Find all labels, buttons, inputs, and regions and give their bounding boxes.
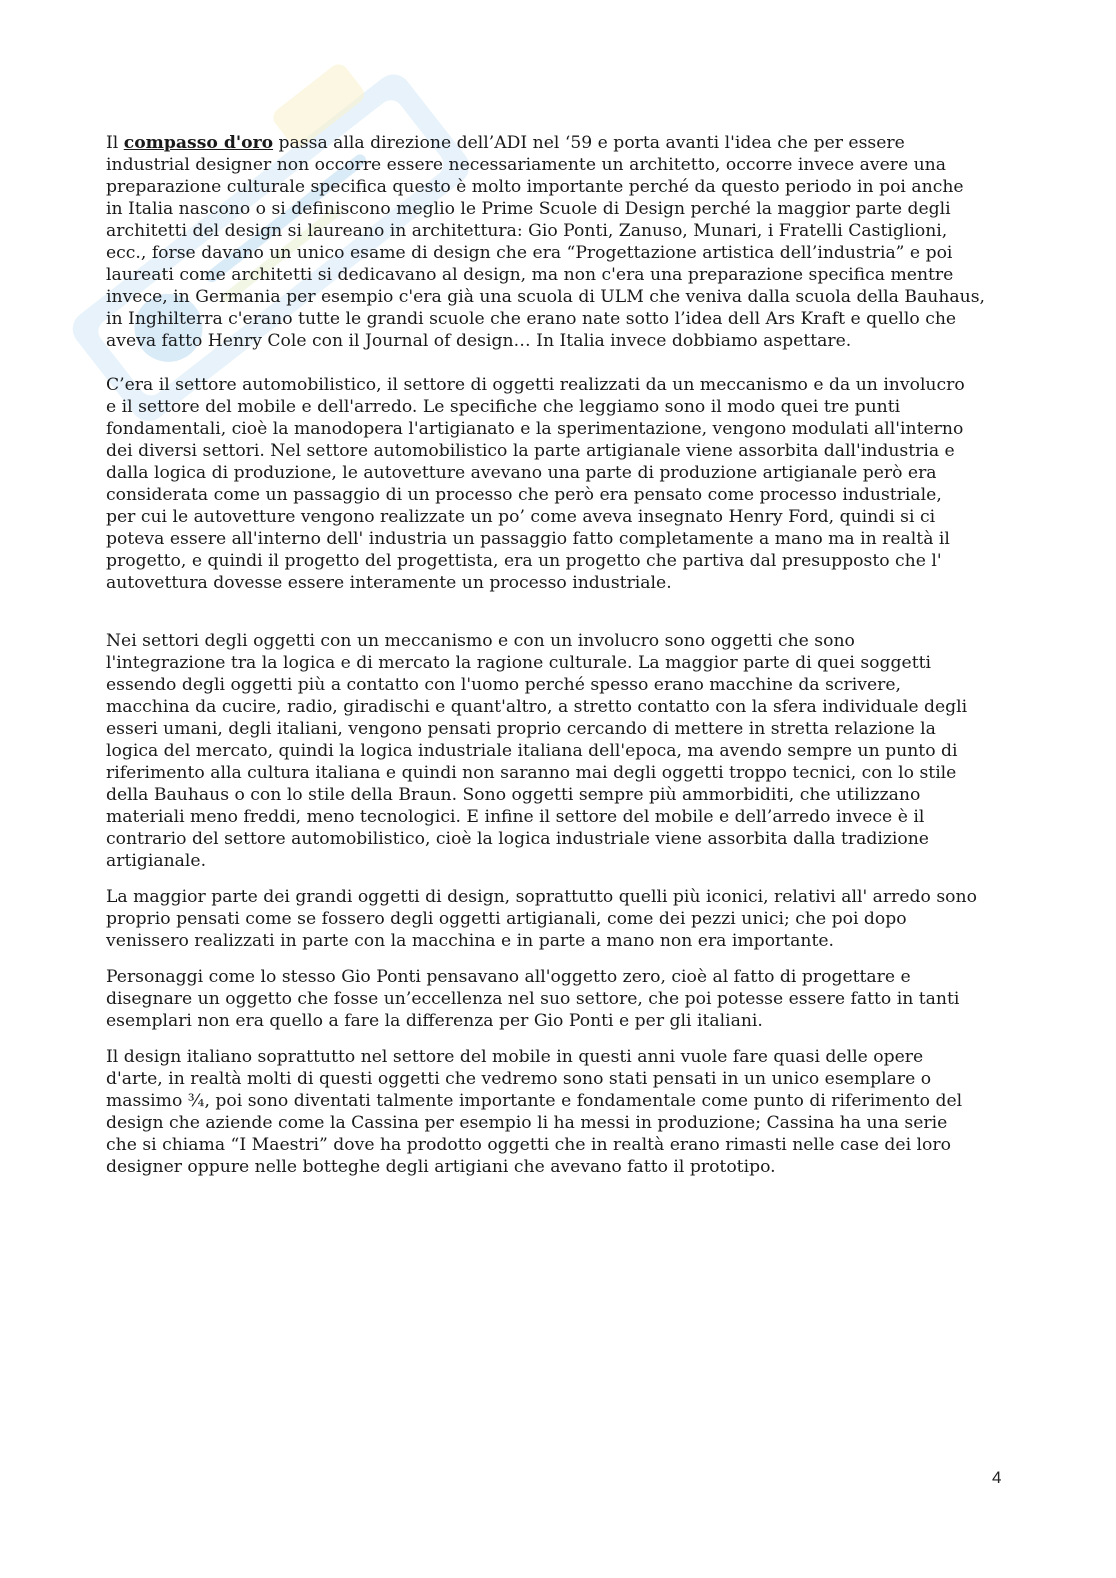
paragraph-1-lead: Il <box>106 133 124 153</box>
paragraph-3: Nei settori degli oggetti con un meccanismo e con un involucro sono oggetti che sono l'integrazione tra la logica e di mercato la ragione culturale. La maggior parte di quei soggetti essendo degli oggetti più a contatto con l'uomo perché spesso erano macchine da scrivere, macchina da cucire, radio, giradischi e quant'altro, a stretto contatto con la sfera individuale degli esseri umani, degli italiani, vengono pensati proprio cercando di mettere in stretta relazione la logica del mercato, quindi la logica industriale italiana dell'epoca, ma avendo sempre un punto di riferimento alla cultura italiana e quindi non saranno mai degli oggetti troppo tecnici, con lo stile della Bauhaus o con lo stile della Braun. Sono oggetti sempre più ammorbiditi, che utilizzano materiali meno freddi, meno tecnologici. E infine il settore del mobile e dell’arredo invece è il contrario del settore automobilistico, cioè la logica industriale viene assorbita dalla tradizione artigianale. <box>106 631 968 871</box>
paragraph-2: C’era il settore automobilistico, il settore di oggetti realizzati da un meccanismo e da un involucro e il settore del mobile e dell'arredo. Le specifiche che leggiamo sono il modo quei tre punti fondamentali, cioè la manodopera l'artigianato e la sperimentazione, vengono modulati all'interno dei diversi settori. Nel settore automobilistico la parte artigianale viene assorbita dall'industria e dalla logica di produzione, le autovetture avevano una parte di produzione artigianale però era considerata come un passaggio di un processo che però era pensato come processo industriale, per cui le autovetture vengono realizzate un po’ come aveva insegnato Henry Ford, quindi si ci poteva essere all'interno dell' industria un passaggio fatto completamente a mano ma in realtà il progetto, e quindi il progetto del progettista, era un progetto che partiva dal presupposto che l' autovettura dovesse essere interamente un processo industriale. <box>106 375 965 593</box>
compasso-doro-term: compasso d'oro <box>123 133 274 153</box>
paragraph-6: Il design italiano soprattutto nel settore del mobile in questi anni vuole fare quasi delle opere d'arte, in realtà molti di questi oggetti che vedremo sono stati pensati in un unico esemplare o massimo ¾, poi sono diventati talmente importante e fondamentale come punto di riferimento del design che aziende come la Cassina per esempio li ha messi in produzione; Cassina ha una serie che si chiama “I Maestri” dove ha prodotto oggetti che in realtà erano rimasti nelle case dei loro designer oppure nelle botteghe degli artigiani che avevano fatto il prototipo. <box>106 1047 963 1177</box>
paragraph-1 <box>106 132 1016 352</box>
page-number: 4 <box>992 1468 1002 1487</box>
document-body <box>106 132 1016 1192</box>
paragraph-5: Personaggi come lo stesso Gio Ponti pensavano all'oggetto zero, cioè al fatto di progettare e disegnare un oggetto che fosse un’eccellenza nel suo settore, che poi potesse essere fatto in tanti esemplari non era quello a fare la differenza per Gio Ponti e per gli italiani. <box>106 967 960 1031</box>
paragraph-4: La maggior parte dei grandi oggetti di design, soprattutto quelli più iconici, relativi all' arredo sono proprio pensati come se fossero degli oggetti artigianali, come dei pezzi unici; che poi dopo venissero realizzati in parte con la macchina e in parte a mano non era importante. <box>106 887 977 951</box>
paragraph-1-text: passa alla direzione dell’ADI nel ‘59 e porta avanti l'idea che per essere industrial designer non occorre essere necessariamente un architetto, occorre invece avere una preparazione culturale specifica questo è molto importante perché da questo periodo in poi anche in Italia nascono o si definiscono meglio le Prime Scuole di Design perché la maggior parte degli architetti del design si laureano in architettura: Gio Ponti, Zanuso, Munari, i Fratelli Castiglioni, ecc., forse davano un unico esame di design che era “Progettazione artistica dell’industria” e poi laureati come architetti si dedicavano al design, ma non c'era una preparazione specifica mentre invece, in Germania per esempio c'era già una scuola di ULM che veniva dalla scuola della Bauhaus, in Inghilterra c'erano tutte le grandi scuole che erano nate sotto l’idea dell Ars Kraft e quello che aveva fatto Henry Cole con il Journal of design… In Italia invece dobbiamo aspettare. <box>106 133 985 351</box>
